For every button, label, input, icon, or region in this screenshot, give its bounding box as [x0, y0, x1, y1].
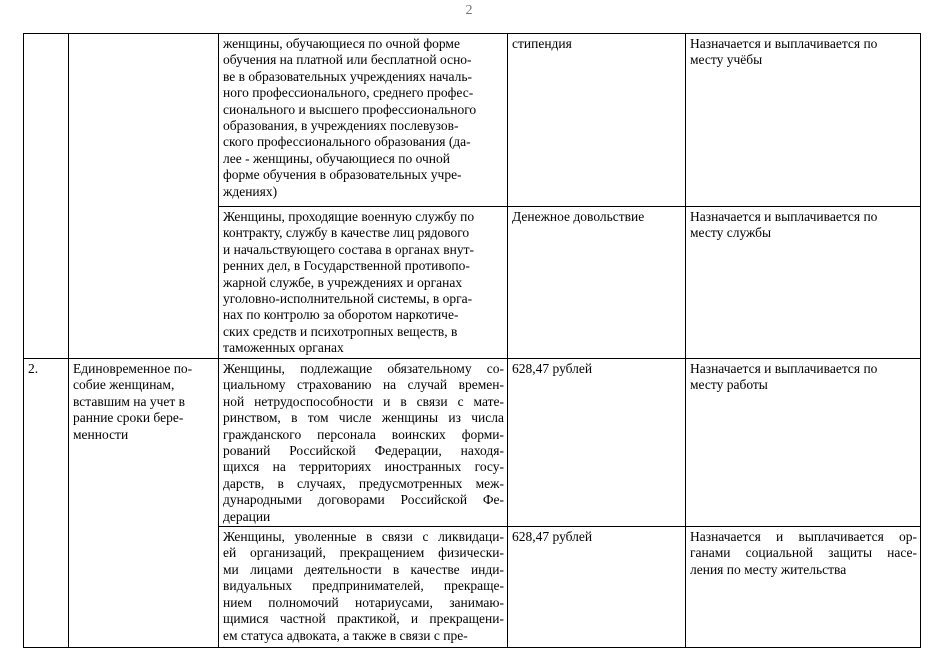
cell-assignment: Назначается и выплачивается ор- ганами социальной защиты насе- ления по месту жительства: [686, 527, 921, 648]
cell-amount: Денежное довольствие: [508, 207, 686, 359]
page-number: 2: [465, 3, 473, 18]
cell-benefit-name: Единовременное по- собие женщинам, вставшим на учет в ранние сроки бере- менности: [69, 359, 219, 648]
table-row: [24, 359, 921, 527]
cell-recipients: Женщины, проходящие военную службу по контракту, службу в качестве лиц рядового и начальствующего состава в органах внут- ренних дел, в Государственной противопо- жарной службе, в учреждениях и органах уголовно-исполнительной системы, в орга- нах по контролю за оборотом наркотиче- ских средств и психотропных веществ, в таможенных органах: [219, 207, 508, 359]
cell-assignment: Назначается и выплачивается по месту учёбы: [686, 34, 921, 207]
cell-benefit-name: [69, 34, 219, 359]
cell-recipients: женщины, обучающиеся по очной форме обучения на платной или бесплатной осно- ве в образовательных учреждениях началь- ного профессионального, среднего профес- сионального и высшего профессионального образования, в учреждениях послевузов- ского профессионального образования (да- лее - женщины, обучающиеся по очной форме обучения в образовательных учре- ждениях): [219, 34, 508, 207]
benefits-table: [23, 33, 921, 648]
cell-recipients: Женщины, подлежащие обязательному со- циальному страхованию на случай времен- ной нетрудоспособности и в связи с мате- ринством, в том числе женщины из числа гражданского персонала воинских форми- рований Российской Федерации, находя- щихся на территориях иностранных госу- дарств, в случаях, предусмотренных меж- дународными договорами Российской Фе- дерации: [219, 359, 508, 527]
cell-assignment: Назначается и выплачивается по месту работы: [686, 359, 921, 527]
cell-row-number: 2.: [24, 359, 69, 648]
cell-recipients: Женщины, уволенные в связи с ликвидаци- ей организаций, прекращением физически- ми лицами деятельности в качестве инди- видуальных предпринимателей, прекраще- нием полномочий нотариусами, занимаю- щимися частной практикой, и прекращени- ем статуса адвоката, а также в связи с пре-: [219, 527, 508, 648]
cell-row-number: [24, 34, 69, 359]
cell-assignment: Назначается и выплачивается по месту службы: [686, 207, 921, 359]
cell-amount: 628,47 рублей: [508, 359, 686, 527]
cell-amount: 628,47 рублей: [508, 527, 686, 648]
cell-amount: стипендия: [508, 34, 686, 207]
table-row: [24, 34, 921, 207]
